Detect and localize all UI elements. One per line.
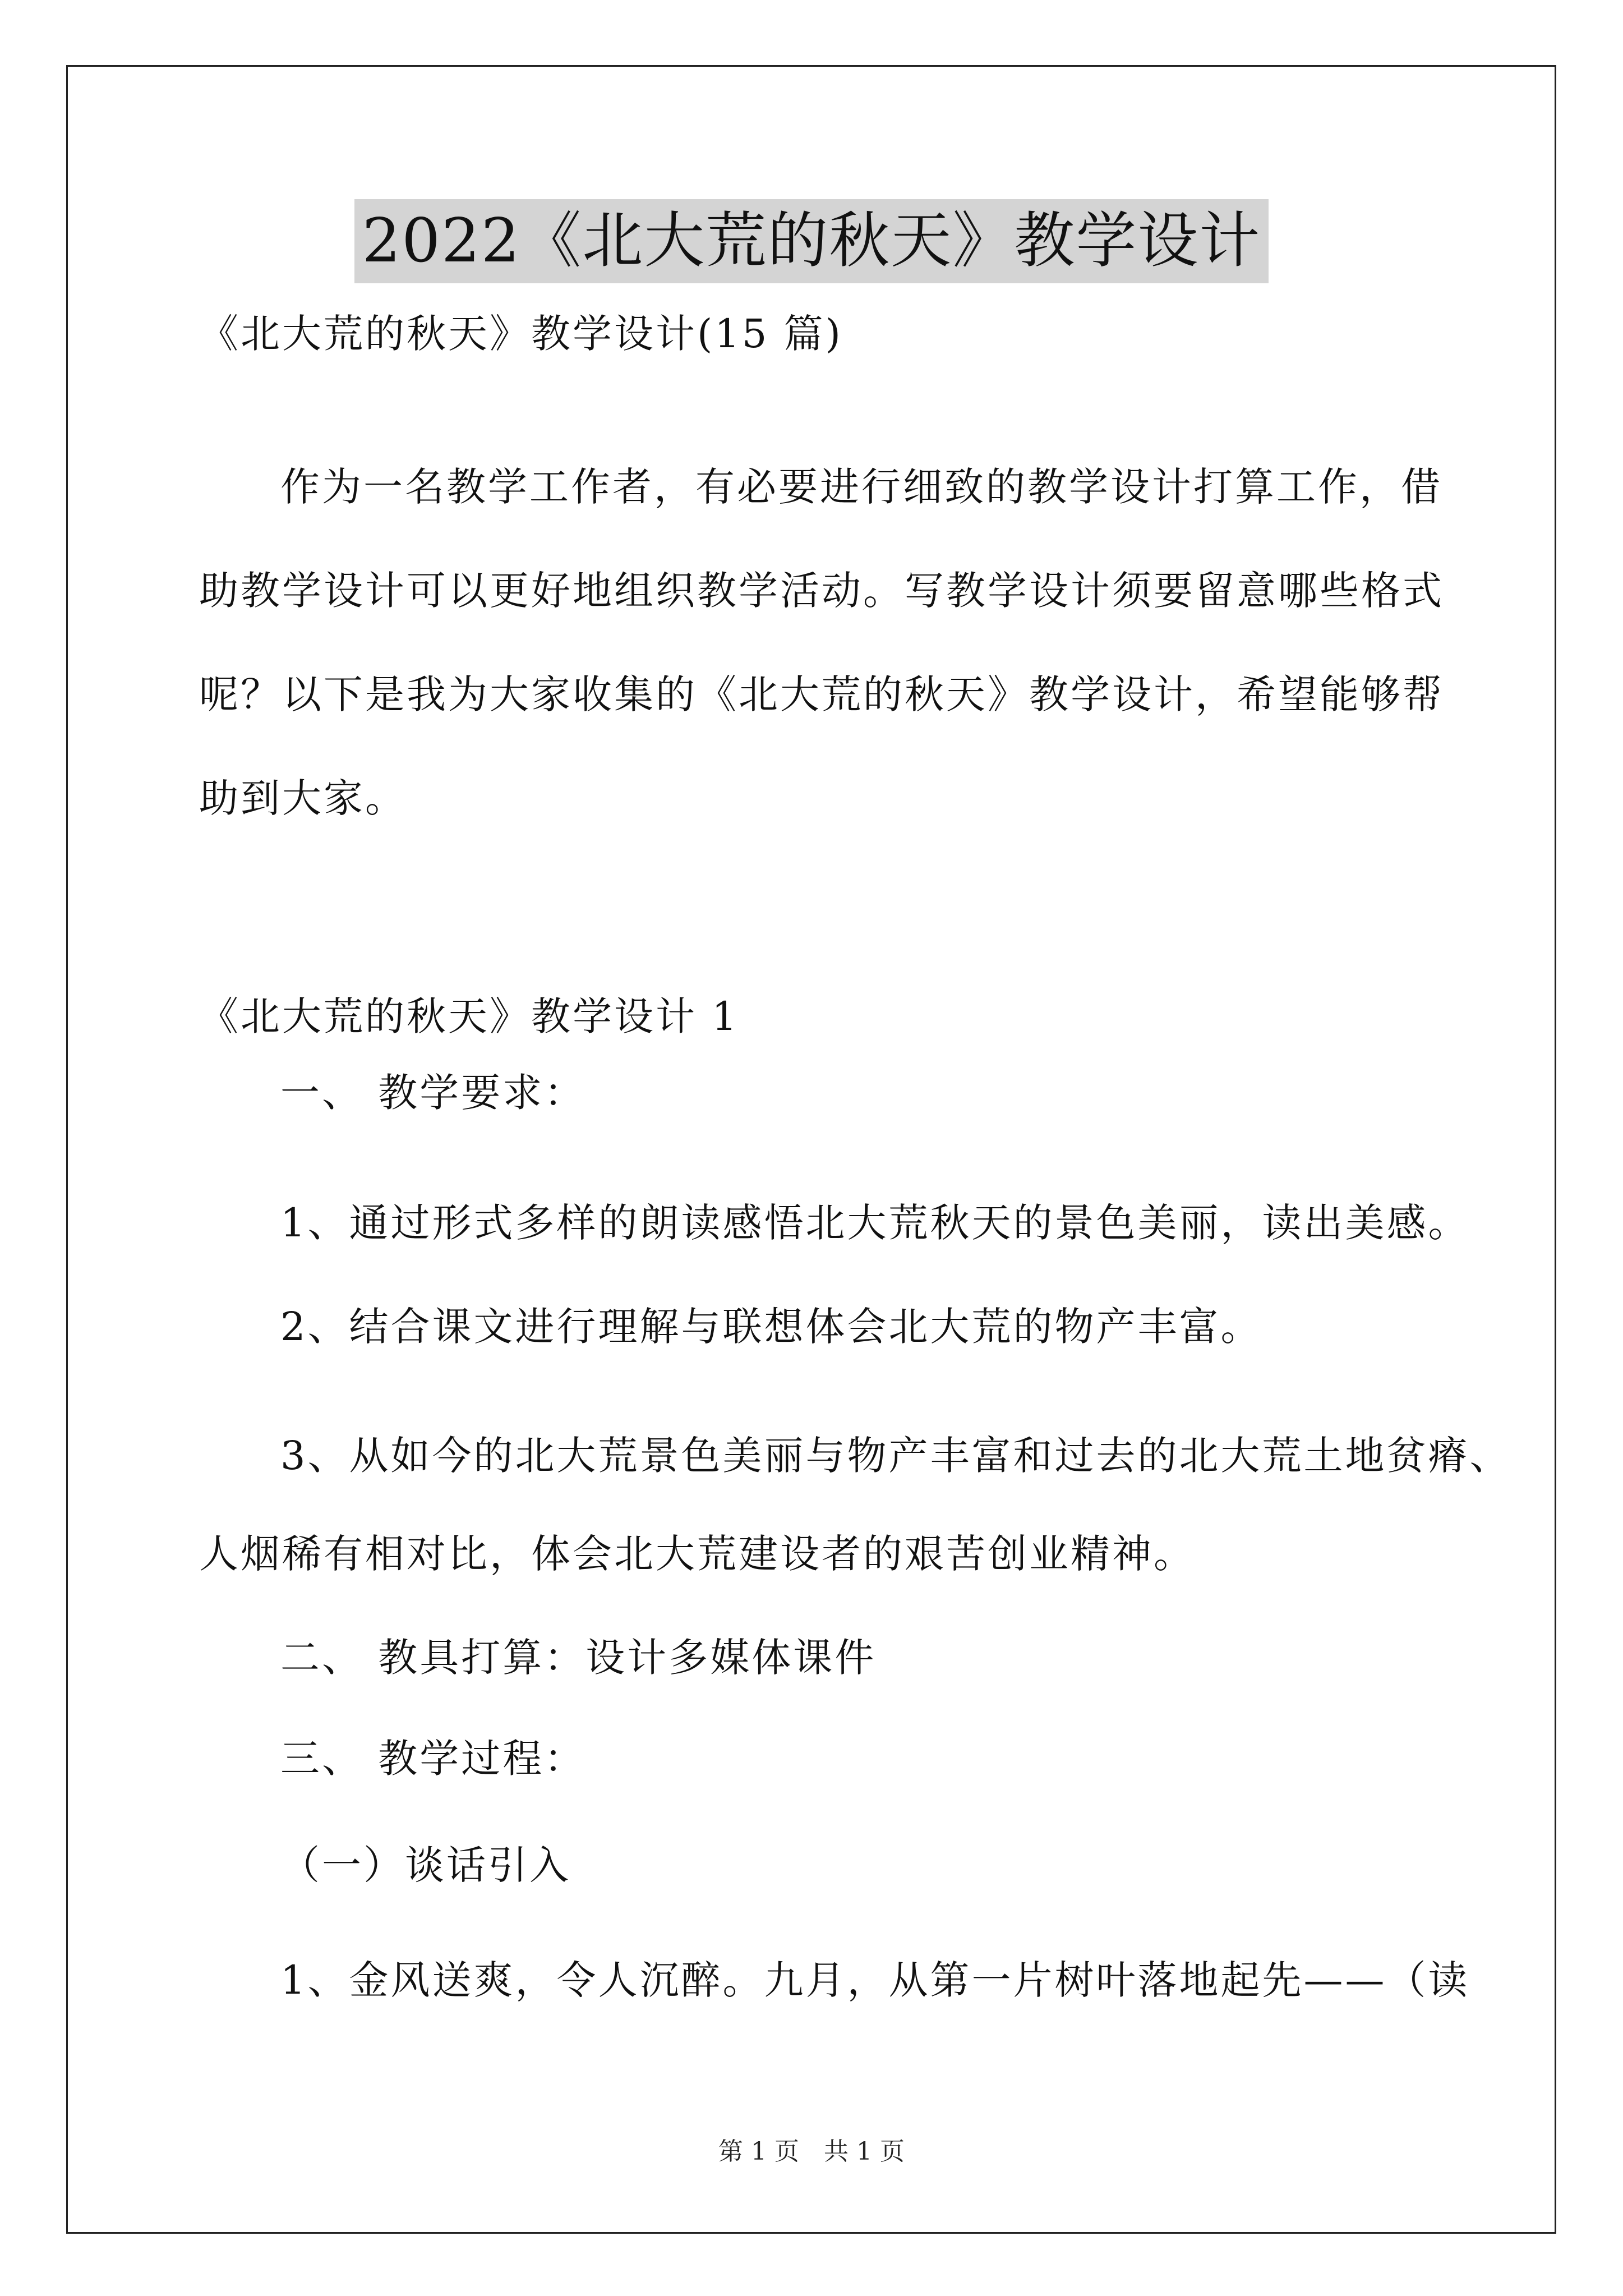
- section-heading: 《北大荒的秋天》教学设计 1: [199, 993, 739, 1039]
- sub-heading: （一）谈话引入: [280, 1842, 571, 1888]
- list-heading: 二、 教具打算：设计多媒体课件: [280, 1635, 877, 1681]
- list-item: 1、通过形式多样的朗读感悟北大荒秋天的景色美丽，读出美感。: [280, 1200, 1470, 1246]
- paragraph-line: 呢？以下是我为大家收集的《北大荒的秋天》教学设计，希望能够帮: [199, 671, 1444, 717]
- list-heading: 三、 教学过程：: [280, 1736, 586, 1782]
- page-border: [66, 65, 1556, 2234]
- list-item: 3、从如今的北大荒景色美丽与物产丰富和过去的北大荒土地贫瘠、: [280, 1433, 1511, 1479]
- list-item: 1、金风送爽，令人沉醉。九月，从第一片树叶落地起先——（读: [280, 1957, 1470, 2003]
- paragraph-line: 助到大家。: [199, 775, 407, 821]
- document-title: 2022《北大荒的秋天》教学设计: [354, 199, 1269, 283]
- subtitle-line: 《北大荒的秋天》教学设计(15 篇): [199, 311, 843, 357]
- title-container: [0, 199, 1623, 283]
- paragraph-line: 作为一名教学工作者，有必要进行细致的教学设计打算工作，借: [280, 464, 1442, 510]
- list-item-continuation: 人烟稀有相对比，体会北大荒建设者的艰苦创业精神。: [199, 1531, 1195, 1577]
- page-footer: 第 1 页 共 1 页: [718, 2137, 905, 2166]
- paragraph-line: 助教学设计可以更好地组织教学活动。写教学设计须要留意哪些格式: [199, 568, 1444, 614]
- list-heading: 一、 教学要求：: [280, 1070, 586, 1116]
- list-item: 2、结合课文进行理解与联想体会北大荒的物产丰富。: [280, 1304, 1262, 1350]
